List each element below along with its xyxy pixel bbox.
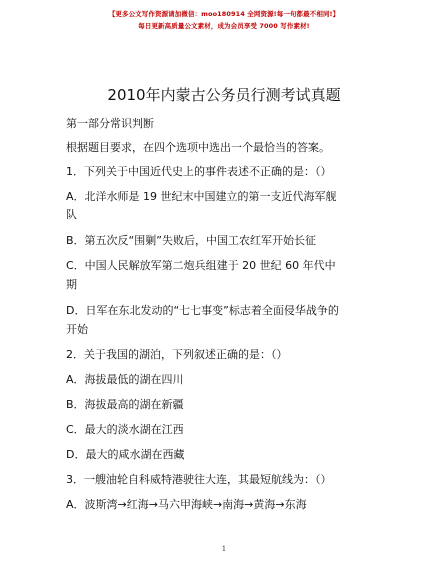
question-2-option-c: C．最大的淡水湖在江西: [66, 423, 184, 436]
promo-banner-line-2: 每日更新高质量公文素材，成为会员享受 7000 写作素材!: [138, 22, 310, 30]
question-1-stem: 1．下列关于中国近代史上的事件表述不正确的是：（）: [66, 165, 332, 178]
section-heading: 第一部分常识判断: [66, 117, 154, 130]
instruction-text: 根据题目要求，在四个选项中选出一个最恰当的答案。: [66, 141, 330, 154]
question-3-stem: 3．一艘油轮自科威特港驶往大连，其最短航线为：（）: [66, 473, 332, 486]
question-1-option-d-continued: 开始: [66, 323, 88, 336]
question-2-option-a: A．海拔最低的湖在四川: [66, 373, 184, 386]
document-title: 2010年内蒙古公务员行测考试真题: [107, 86, 341, 104]
promo-banner-line-1: 【更多公文写作资源请加微信：moo180914 全网资源!每一句都最不相同!】: [108, 10, 340, 18]
question-2-option-d: D．最大的咸水湖在西藏: [66, 448, 185, 461]
question-2-option-b: B．海拔最高的湖在新疆: [66, 398, 184, 411]
question-1-option-c-continued: 期: [66, 278, 77, 291]
question-1-option-b: B．第五次反“围剿”失败后，中国工农红军开始长征: [66, 234, 316, 247]
question-2-stem: 2．关于我国的湖泊，下列叙述正确的是：（）: [66, 348, 288, 361]
question-1-option-a: A．北洋水师是 19 世纪末中国建立的第一支近代海军舰: [66, 190, 337, 203]
question-1-option-d: D．日军在东北发动的“七七事变”标志着全面侵华战争的: [66, 304, 339, 317]
question-1-option-c: C．中国人民解放军第二炮兵组建于 20 世纪 60 年代中: [66, 259, 336, 272]
page-number: 1: [221, 545, 227, 553]
question-3-option-a: A．波斯湾→红海→马六甲海峡→南海→黄海→东海: [66, 498, 307, 511]
question-1-option-a-continued: 队: [66, 208, 77, 221]
